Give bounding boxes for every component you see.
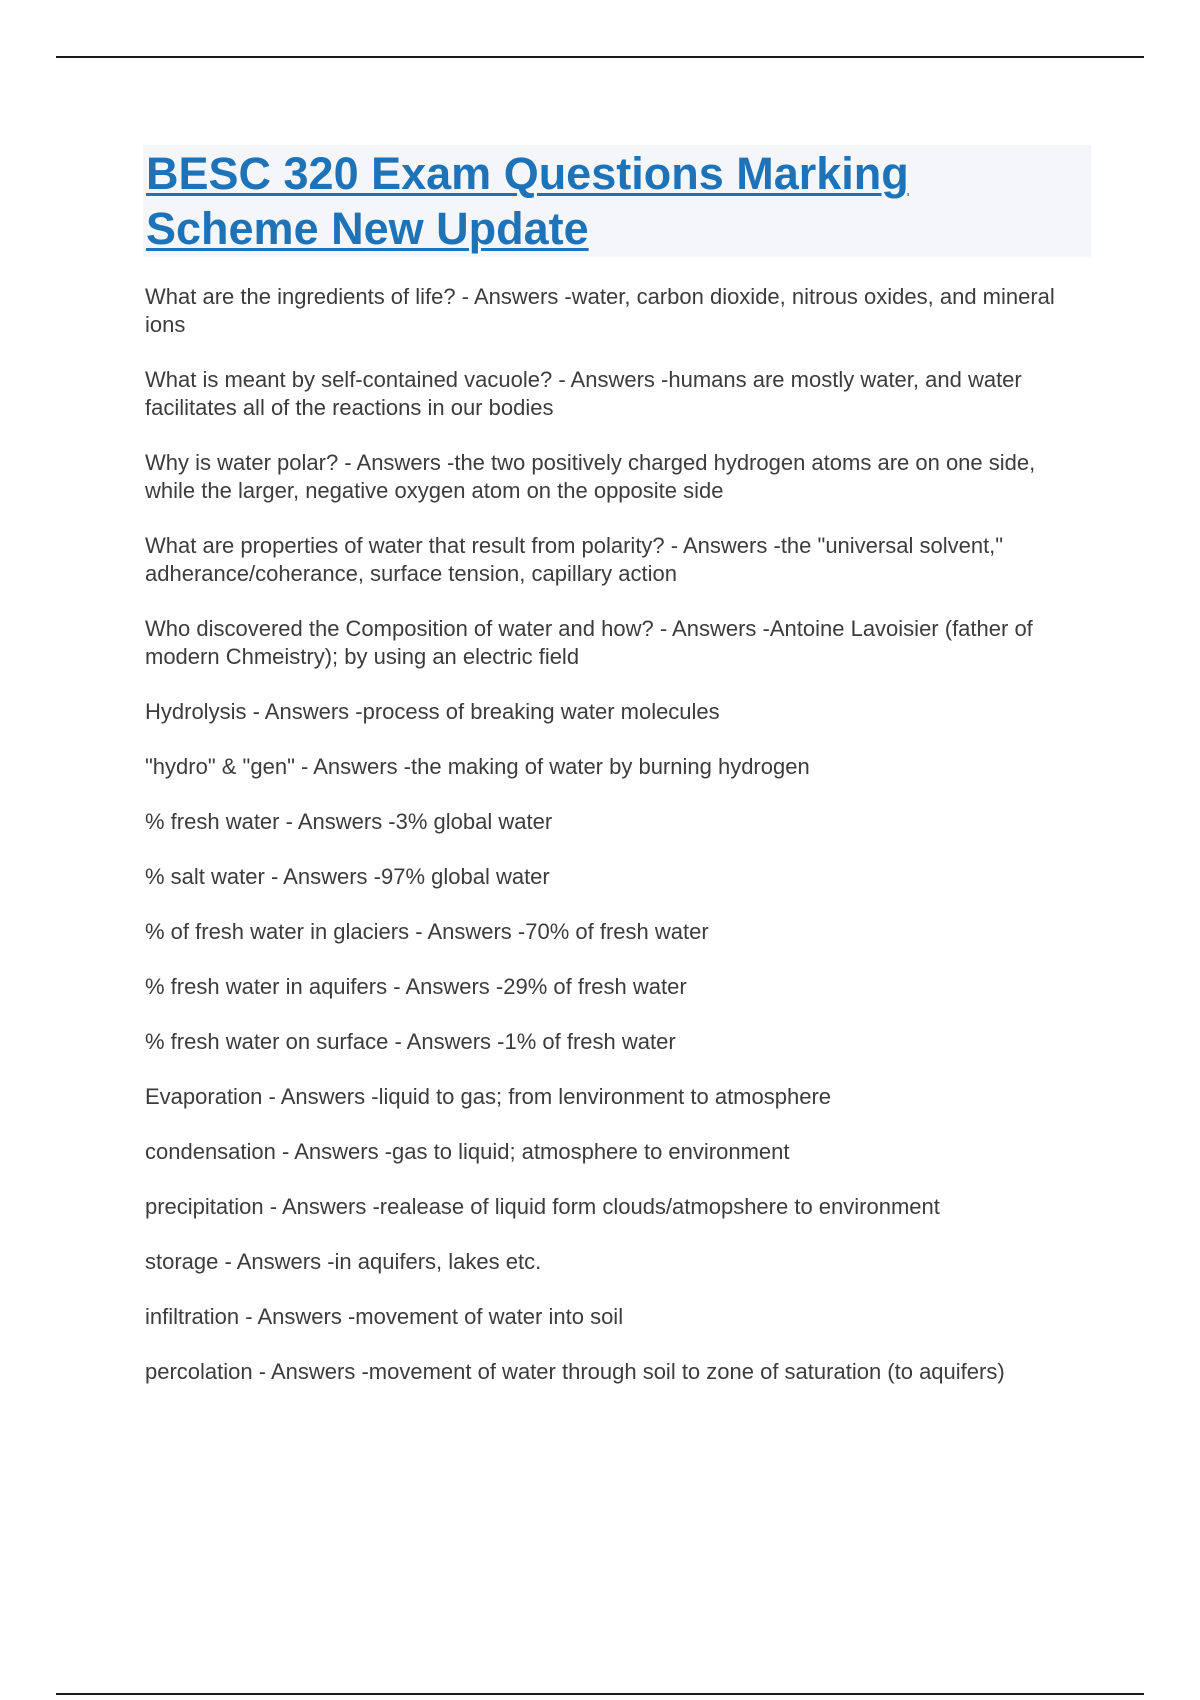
qa-item [145, 615, 1090, 671]
answers-separator: - Answers - [409, 919, 526, 944]
answers-separator: - Answers - [455, 284, 572, 309]
qa-item [145, 532, 1090, 588]
answer-text: gas to liquid; atmosphere to environment [392, 1139, 790, 1164]
question-text: % of fresh water in glaciers [145, 919, 410, 944]
answers-separator: - Answers - [279, 809, 396, 834]
answer-text: movement of water through soil to zone of saturation (to aquifers) [368, 1359, 1005, 1384]
question-text: % fresh water in aquifers [145, 974, 388, 999]
answer-text: humans are mostly water, and water facilitates all of the reactions in our bodies [145, 367, 1022, 420]
answer-text: 29% of fresh water [503, 974, 687, 999]
qa-item [145, 366, 1090, 422]
qa-item [145, 1083, 1090, 1111]
question-text: Hydrolysis [145, 699, 247, 724]
answers-separator: - Answers - [653, 616, 770, 641]
answer-text: 1% of fresh water [504, 1029, 676, 1054]
qa-item [145, 1028, 1090, 1056]
question-text: Why is water polar? [145, 450, 339, 475]
answer-text: water, carbon dioxide, nitrous oxides, and mineral ions [145, 284, 1055, 337]
answer-text: 3% global water [395, 809, 553, 834]
qa-item [145, 1358, 1090, 1386]
qa-item [145, 1193, 1090, 1221]
answers-separator: - Answers - [275, 1139, 393, 1164]
qa-list [145, 283, 1090, 1413]
question-text: % fresh water on surface [145, 1029, 389, 1054]
question-text: percolation [145, 1359, 253, 1384]
answers-separator: - Answers - [262, 1084, 379, 1109]
answers-separator: - Answers - [239, 1304, 356, 1329]
answer-text: liquid to gas; from lenvironment to atmosphere [378, 1084, 832, 1109]
question-text: precipitation [145, 1194, 264, 1219]
answers-separator: - Answers - [552, 367, 669, 392]
question-text: % fresh water [145, 809, 280, 834]
qa-item [145, 808, 1090, 836]
top-rule [56, 56, 1144, 58]
qa-item [145, 918, 1090, 946]
answers-separator: - Answers - [264, 864, 381, 889]
question-text: Evaporation [145, 1084, 263, 1109]
bottom-rule [56, 1693, 1144, 1695]
question-text: infiltration [145, 1304, 240, 1329]
answer-text: the making of water by burning hydrogen [411, 754, 810, 779]
qa-item [145, 283, 1090, 339]
question-text: condensation [145, 1139, 276, 1164]
qa-item [145, 1303, 1090, 1331]
qa-item [145, 753, 1090, 781]
document-title-link[interactable]: BESC 320 Exam Questions Marking Scheme New Update [146, 148, 909, 254]
question-text: What are properties of water that result from polarity? [145, 533, 665, 558]
answer-text: in aquifers, lakes etc. [334, 1249, 542, 1274]
qa-item [145, 698, 1090, 726]
question-text: What are the ingredients of life? [145, 284, 456, 309]
answer-text: process of breaking water molecules [362, 699, 720, 724]
answers-separator: - Answers - [294, 754, 412, 779]
question-text: storage [145, 1249, 219, 1274]
question-text: % salt water [145, 864, 265, 889]
question-text: Who discovered the Composition of water and how? [145, 616, 654, 641]
answers-separator: - Answers - [664, 533, 781, 558]
answers-separator: - Answers - [388, 1029, 505, 1054]
answer-text: Antoine Lavoisier (father of modern Chmeistry); by using an electric field [145, 616, 1033, 669]
answers-separator: - Answers - [263, 1194, 380, 1219]
qa-item [145, 1138, 1090, 1166]
answers-separator: - Answers - [387, 974, 504, 999]
qa-item [145, 1248, 1090, 1276]
qa-item [145, 449, 1090, 505]
answer-text: 97% global water [380, 864, 550, 889]
answer-text: the two positively charged hydrogen atoms are on one side, while the larger, negative oxygen atom on the opposite side [145, 450, 1036, 503]
answers-separator: - Answers - [246, 699, 363, 724]
answers-separator: - Answers - [338, 450, 455, 475]
question-text: What is meant by self-contained vacuole? [145, 367, 553, 392]
qa-item [145, 863, 1090, 891]
answer-text: the "universal solvent," adherance/coherance, surface tension, capillary action [145, 533, 1004, 586]
answer-text: realease of liquid form clouds/atmopshere to environment [379, 1194, 940, 1219]
answer-text: 70% of fresh water [525, 919, 709, 944]
answers-separator: - Answers - [218, 1249, 335, 1274]
answers-separator: - Answers - [252, 1359, 369, 1384]
qa-item [145, 973, 1090, 1001]
answer-text: movement of water into soil [355, 1304, 624, 1329]
question-text: "hydro" & "gen" [145, 754, 295, 779]
